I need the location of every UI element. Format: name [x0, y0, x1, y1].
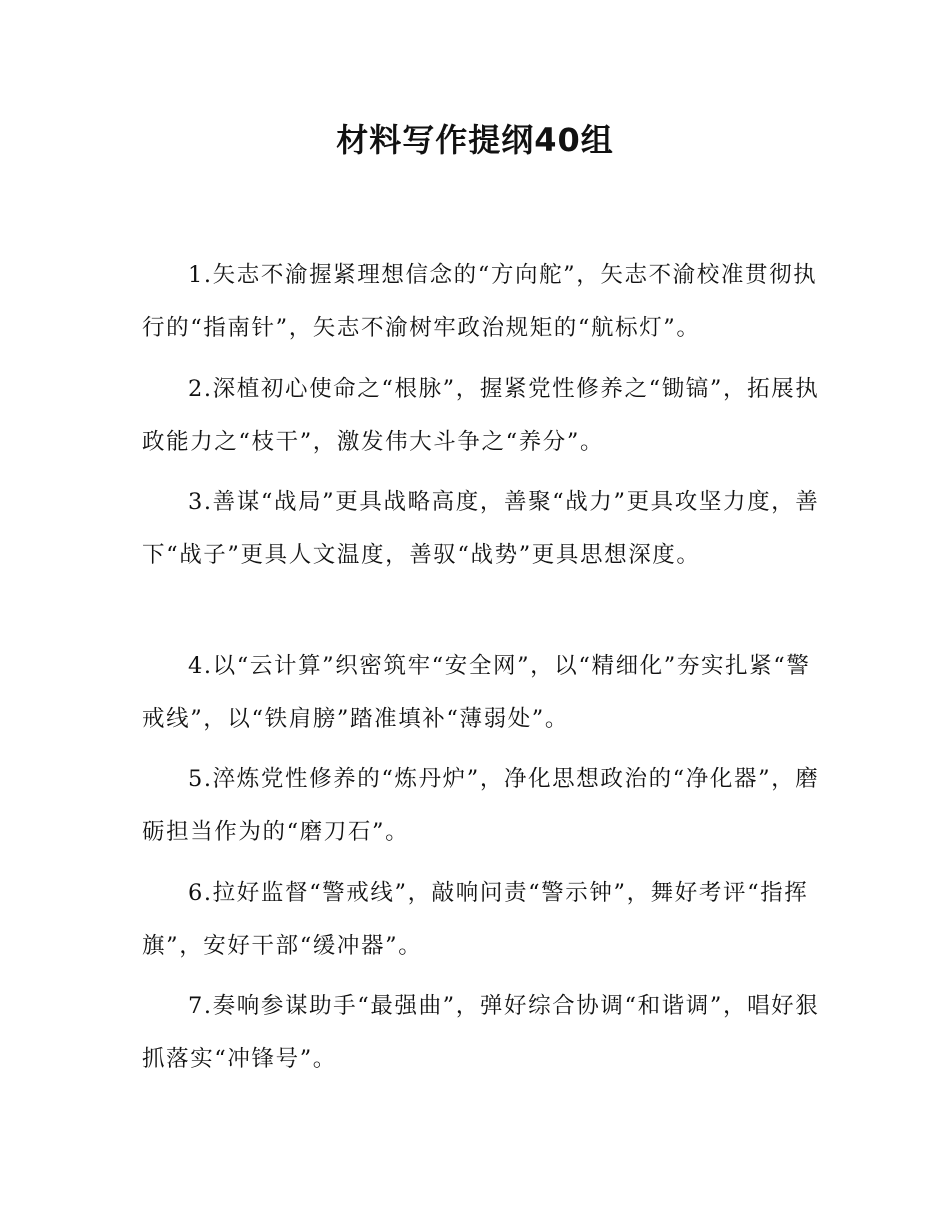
paragraph-7: 7.奏响参谋助手“最强曲”，弹好综合协调“和谐调”，唱好狠抓落实“冲锋号”。 — [142, 993, 820, 1072]
page-title: 材料写作提纲40组 — [336, 121, 614, 159]
paragraph-2: 2.深植初心使命之“根脉”，握紧党性修养之“锄镐”，拓展执政能力之“枝干”，激发伟大斗争之“养分”。 — [142, 376, 820, 455]
paragraph-1: 1.矢志不渝握紧理想信念的“方向舵”，矢志不渝校准贯彻执行的“指南针”，矢志不渝树牢政治规矩的“航标灯”。 — [142, 262, 818, 341]
paragraph-6: 6.拉好监督“警戒线”，敲响问责“警示钟”，舞好考评“指挥旗”，安好干部“缓冲器”。 — [142, 880, 809, 959]
paragraph-5: 5.淬炼党性修养的“炼丹炉”，净化思想政治的“净化器”，磨砺担当作为的“磨刀石”。 — [142, 766, 820, 845]
paragraph-3: 3.善谋“战局”更具战略高度，善聚“战力”更具攻坚力度，善下“战子”更具人文温度，善驭“战势”更具思想深度。 — [142, 489, 820, 568]
paragraph-4: 4.以“云计算”织密筑牢“安全网”，以“精细化”夯实扎紧“警戒线”，以“铁肩膀”踏准填补“薄弱处”。 — [142, 653, 811, 732]
